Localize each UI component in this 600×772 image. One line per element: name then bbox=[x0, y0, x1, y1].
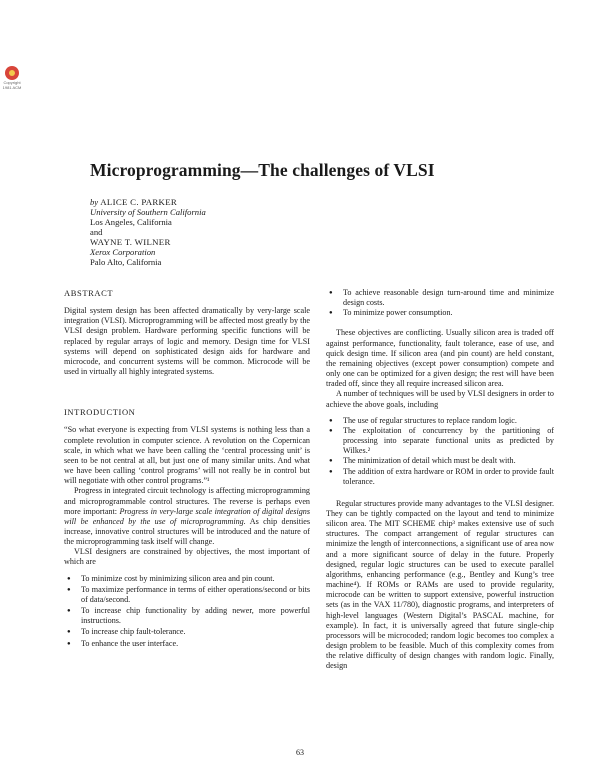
list-item: ● The addition of extra hardware or ROM in order to provide fault tolerance. bbox=[326, 467, 554, 487]
techniques-intro: A number of techniques will be used by VLSI designers in order to achieve the above goals, including bbox=[326, 389, 554, 409]
page-number: 63 bbox=[296, 748, 304, 757]
list-item: ● To achieve reasonable design turn-around time and minimize design costs. bbox=[326, 288, 554, 308]
right-column bbox=[326, 288, 554, 671]
author-2-name: WAYNE T. WILNER bbox=[90, 237, 171, 247]
objectives-paragraph: These objectives are conflicting. Usually silicon area is traded off against performance, functionality, fault tolerance, ease of use, and quick design time. If silicon area (and pin count) are held constant, the remaining objectives (except power consumption) compete and only one can be optimized for a given design; the rest will have been traded off, since they all require increased silicon area. bbox=[326, 328, 554, 389]
logo-caption: Copyright 1981 ACM bbox=[2, 80, 22, 90]
author-and: and bbox=[90, 227, 103, 237]
author-1 bbox=[90, 197, 206, 207]
intro-paragraph-3: VLSI designers are constrained by objectives, the most important of which are bbox=[64, 547, 310, 567]
intro-quote: “So what everyone is expecting from VLSI systems is nothing less than a complete revolution in computer science. A revolution on the Copernican scale, in which what we have been calling the ‘central processing unit’ is seen to be not central at all, but just one of many similar units. And what we have been calling ‘control programs’ will not really be in control but will negotiate with other control programs.”¹ bbox=[64, 425, 310, 486]
abstract-text: Digital system design has been affected dramatically by very-large scale integration (VLSI). Microprogramming will be affected most greatly by the VLSI design problem. Hardware performing specific functions will be replaced by regular arrays of logic and memory. Design time for VLSI systems will depend on sophisticated design aids for hardware and microcode, and concurrent systems will be common. Microcode will be used in virtually all highly integrated systems. bbox=[64, 306, 310, 377]
list-item: ● The minimization of detail which must be dealt with. bbox=[326, 456, 554, 466]
intro-p2-b: As chip densities increase, innovative control structures will be introduced and the nature of the microprogramming task itself will change. bbox=[64, 516, 310, 547]
introduction-heading: INTRODUCTION bbox=[64, 407, 136, 418]
seal-icon bbox=[5, 66, 19, 80]
intro-paragraph-2 bbox=[64, 486, 310, 547]
author-block bbox=[90, 197, 206, 267]
list-item: ● To enhance the user interface. bbox=[64, 639, 310, 649]
author-1-name: ALICE C. PARKER bbox=[100, 197, 178, 207]
regular-structures-paragraph: Regular structures provide many advantages to the VLSI designer. They can be tightly compacted on the layout and tend to minimize silicon area. The MIT SCHEME chip³ makes extensive use of such structures. The compact arrangement of regular structures can minimize the length of interconnections, a significant use of area now and a more significant source of delay in the future. Properly designed, regular logic structures can be used to execute parallel algorithms, enhancing performance (e.g., Bentley and Kung’s tree machine⁴). If ROMs or RAMs are used to provide regularity, microcode can be written to support extensive, powerful instruction sets (as in the VAX 11/780), diagnostic programs, and interpreters of high-level languages (Western Digital’s PASCAL machine, for example). In fact, it is universally agreed that future single-chip processors will be microcoded; random logic becomes too complex a design problem to be feasible. Much of this complexity comes from the relative difficulty of design changes with random logic. Finally, design bbox=[326, 498, 554, 671]
list-item: ● To minimize power consumption. bbox=[326, 308, 554, 318]
list-item: ● To increase chip functionality by adding newer, more powerful instructions. bbox=[64, 606, 310, 626]
list-item: ● To minimize cost by minimizing silicon area and pin count. bbox=[64, 574, 310, 584]
paper-title: Microprogramming—The challenges of VLSI bbox=[90, 160, 435, 180]
list-item: ● To maximize performance in terms of either operations/second or bits of data/second. bbox=[64, 585, 310, 605]
author-1-location: Los Angeles, California bbox=[90, 217, 172, 227]
left-column bbox=[64, 288, 310, 650]
author-1-institution: University of Southern California bbox=[90, 207, 206, 217]
intro-p2-emphasis: Progress in very-large scale integration of digital designs will be enhanced by the use of microprogramming. bbox=[64, 506, 310, 526]
author-2-location: Palo Alto, California bbox=[90, 257, 162, 267]
techniques-list bbox=[326, 416, 554, 487]
list-item: ● To increase chip fault-tolerance. bbox=[64, 627, 310, 637]
abstract-heading: ABSTRACT bbox=[64, 288, 114, 298]
objectives-list-continued bbox=[326, 288, 554, 318]
author-2-institution: Xerox Corporation bbox=[90, 247, 156, 257]
objectives-list bbox=[64, 574, 310, 649]
by-label: by bbox=[90, 197, 99, 207]
intro-p2-a: Progress in integrated circuit technology is affecting microprogramming and microprogrammable control structures. The reverse is perhaps even more important: bbox=[64, 486, 310, 516]
list-item: ● The exploitation of concurrency by the partitioning of processing into separate functional units as predicted by Wilkes.² bbox=[326, 426, 554, 456]
list-item: ● The use of regular structures to replace random logic. bbox=[326, 416, 554, 426]
acm-logo bbox=[2, 66, 22, 90]
